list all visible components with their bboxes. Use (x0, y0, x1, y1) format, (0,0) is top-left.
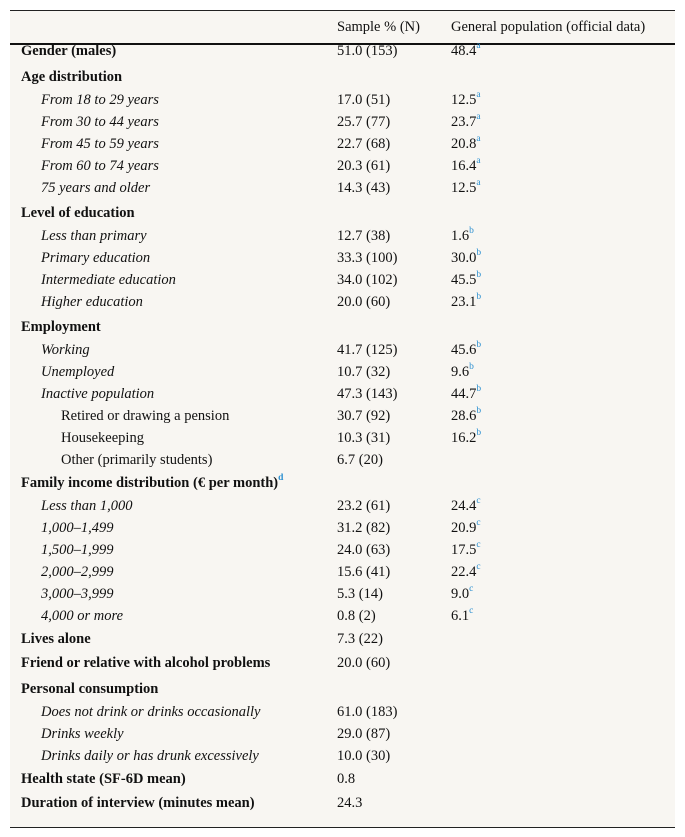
sample-value: 23.2 (61) (337, 498, 391, 514)
population-value (451, 294, 481, 311)
row-label: Intermediate education (41, 272, 176, 288)
row-label: 2,000–2,999 (41, 564, 114, 580)
footnote-marker: b (476, 406, 482, 417)
population-number: 16.4 (451, 158, 477, 174)
row-label: Higher education (41, 294, 143, 310)
row-label: Level of education (21, 205, 135, 221)
population-value (451, 408, 481, 425)
row-label: Housekeeping (61, 430, 144, 446)
row-label: 3,000–3,999 (41, 586, 114, 602)
sample-value: 31.2 (82) (337, 520, 391, 536)
population-value (451, 158, 481, 175)
sample-value: 14.3 (43) (337, 180, 391, 196)
row-label: From 30 to 44 years (41, 114, 159, 130)
population-number: 22.4 (451, 564, 477, 580)
sample-value: 7.3 (22) (337, 631, 383, 647)
population-value (451, 136, 481, 153)
row-label: 1,500–1,999 (41, 542, 114, 558)
sample-value: 20.0 (60) (337, 655, 391, 671)
population-number: 6.1 (451, 608, 470, 624)
row-label: 75 years and older (41, 180, 151, 196)
sample-value: 34.0 (102) (337, 272, 398, 288)
footnote-marker: b (476, 292, 482, 303)
footnote-marker: a (476, 156, 481, 167)
row-label: Personal consumption (21, 681, 159, 697)
sample-value: 17.0 (51) (337, 92, 391, 108)
row-label: Unemployed (41, 364, 115, 380)
population-number: 24.4 (451, 498, 477, 514)
population-value (451, 272, 481, 289)
sample-value: 41.7 (125) (337, 342, 398, 358)
row-label: From 45 to 59 years (41, 136, 159, 152)
row-label: From 18 to 29 years (41, 92, 159, 108)
sample-value: 0.8 (337, 771, 356, 787)
population-value (451, 386, 481, 403)
footnote-marker: b (476, 428, 482, 439)
population-value (451, 43, 481, 60)
population-value (451, 92, 481, 109)
footnote-marker: c (476, 518, 481, 529)
population-value (451, 342, 481, 359)
row-label: Drinks daily or has drunk excessively (41, 748, 259, 764)
sample-value: 29.0 (87) (337, 726, 391, 742)
footnote-marker: b (469, 226, 474, 237)
population-number: 16.2 (451, 430, 477, 446)
header-population: General population (official data) (451, 19, 646, 35)
population-value (451, 608, 473, 625)
sample-value: 24.3 (337, 795, 363, 811)
footnote-marker: d (278, 473, 284, 484)
population-number: 9.0 (451, 586, 470, 602)
population-number: 44.7 (451, 386, 477, 402)
row-label: Working (41, 342, 90, 358)
sample-value: 12.7 (38) (337, 228, 391, 244)
sample-value: 51.0 (153) (337, 43, 398, 59)
population-value (451, 564, 481, 581)
sample-value: 6.7 (20) (337, 452, 383, 468)
population-value (451, 228, 474, 245)
row-label: Age distribution (21, 69, 123, 85)
footnote-marker: a (476, 178, 481, 189)
row-label: Health state (SF-6D mean) (21, 771, 186, 787)
population-value (451, 364, 474, 381)
footnote-marker: a (476, 90, 481, 101)
sample-value: 10.7 (32) (337, 364, 391, 380)
population-value (451, 250, 481, 267)
population-number: 23.1 (451, 294, 477, 310)
sample-value: 10.3 (31) (337, 430, 391, 446)
footnote-marker: b (476, 340, 482, 351)
footnote-marker: b (476, 270, 482, 281)
population-number: 23.7 (451, 114, 477, 130)
sample-value: 61.0 (183) (337, 704, 398, 720)
sample-value: 30.7 (92) (337, 408, 391, 424)
header-sample: Sample % (N) (337, 19, 420, 35)
row-label: Family income distribution (€ per month)$^d$ (21, 473, 284, 491)
sample-value: 20.0 (60) (337, 294, 391, 310)
footnote-marker: a (476, 134, 481, 145)
population-value (451, 498, 481, 515)
row-label: Drinks weekly (41, 726, 124, 742)
population-number: 30.0 (451, 250, 477, 266)
footnote-marker: c (469, 606, 474, 617)
footnote-marker: b (476, 384, 482, 395)
population-number: 45.5 (451, 272, 477, 288)
row-label: Friend or relative with alcohol problems (21, 655, 271, 671)
population-value (451, 114, 481, 131)
population-value (451, 520, 481, 537)
footnote-marker: a (476, 41, 481, 52)
row-label: 4,000 or more (41, 608, 124, 624)
data-table (10, 10, 675, 828)
table-header (10, 11, 675, 45)
sample-value: 10.0 (30) (337, 748, 391, 764)
row-label: Does not drink or drinks occasionally (41, 704, 261, 720)
row-label: Primary education (41, 250, 151, 266)
population-number: 17.5 (451, 542, 477, 558)
sample-value: 47.3 (143) (337, 386, 398, 402)
footnote-marker: c (476, 496, 481, 507)
population-value (451, 430, 481, 447)
sample-value: 5.3 (14) (337, 586, 383, 602)
row-label: Duration of interview (minutes mean) (21, 795, 255, 811)
population-value (451, 542, 481, 559)
sample-value: 22.7 (68) (337, 136, 391, 152)
population-number: 9.6 (451, 364, 470, 380)
row-label: Less than primary (41, 228, 147, 244)
population-number: 20.9 (451, 520, 477, 536)
population-number: 12.5 (451, 180, 477, 196)
footnote-marker: c (476, 562, 481, 573)
row-label: Employment (21, 319, 101, 335)
row-label: Less than 1,000 (41, 498, 133, 514)
sample-value: 33.3 (100) (337, 250, 398, 266)
sample-value: 25.7 (77) (337, 114, 391, 130)
population-number: 28.6 (451, 408, 477, 424)
population-number: 20.8 (451, 136, 477, 152)
row-label: Inactive population (41, 386, 155, 402)
row-label: From 60 to 74 years (41, 158, 159, 174)
population-value (451, 180, 481, 197)
row-label: Lives alone (21, 631, 91, 647)
population-number: 48.4 (451, 43, 477, 59)
row-label: Other (primarily students) (61, 452, 213, 468)
row-label: 1,000–1,499 (41, 520, 114, 536)
footnote-marker: b (469, 362, 474, 373)
row-label: Retired or drawing a pension (61, 408, 230, 424)
population-number: 12.5 (451, 92, 477, 108)
row-label: Gender (males) (21, 43, 117, 59)
population-number: 45.6 (451, 342, 477, 358)
footnote-marker: b (476, 248, 482, 259)
footnote-marker: c (476, 540, 481, 551)
sample-value: 24.0 (63) (337, 542, 391, 558)
population-value (451, 586, 473, 603)
sample-value: 15.6 (41) (337, 564, 391, 580)
sample-value: 0.8 (2) (337, 608, 376, 624)
footnote-marker: c (469, 584, 474, 595)
population-number: 1.6 (451, 228, 470, 244)
sample-value: 20.3 (61) (337, 158, 391, 174)
footnote-marker: a (476, 112, 481, 123)
